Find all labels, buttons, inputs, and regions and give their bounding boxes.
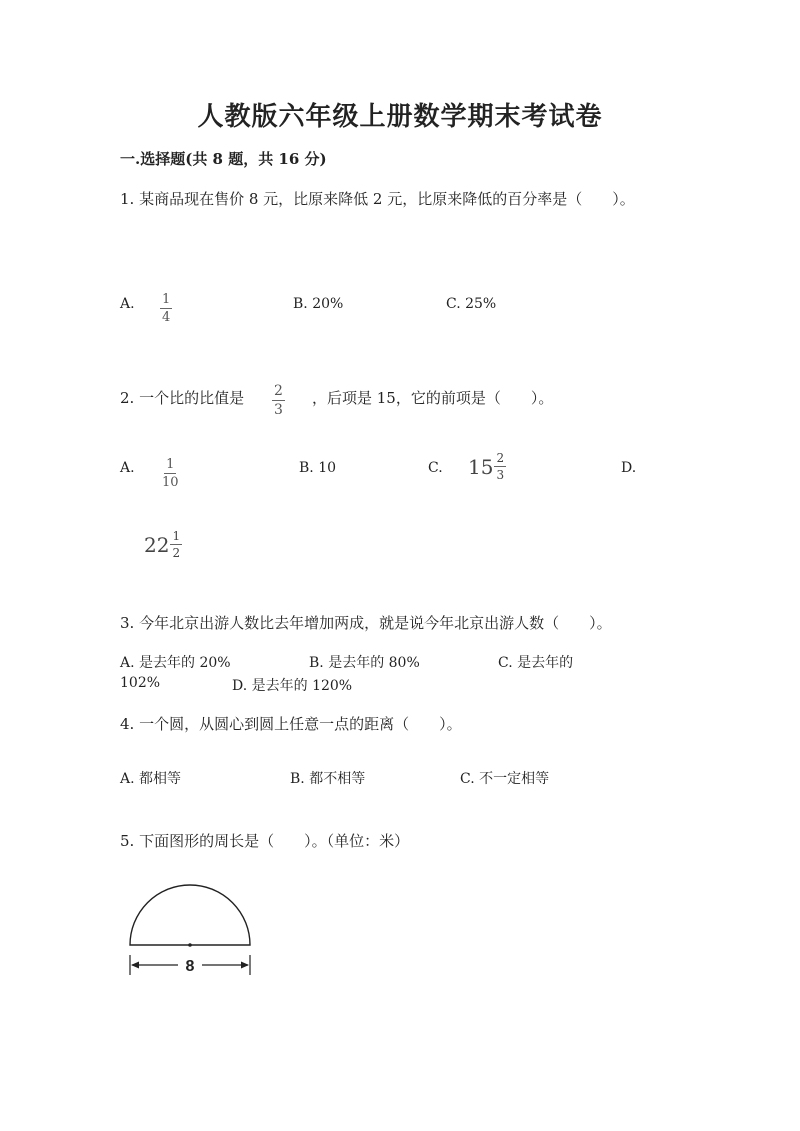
q3-option-d: D. 是去年的 120% [232,678,353,694]
center-point [188,943,192,947]
page-title: 人教版六年级上册数学期末考试卷 [197,102,603,132]
q3-option-c: C. 是去年的 [498,655,574,671]
question-2-text-after: ，后项是 15，它的前项是（ ）。 [312,389,554,407]
q4-option-c: C. 不一定相等 [460,771,550,787]
mixed-whole: 15 [468,454,494,479]
q2-option-d-label: D. [621,460,637,476]
question-1-text: 1. 某商品现在售价 8 元，比原来降低 2 元，比原来降低的百分率是（ ）。 [120,190,635,208]
q2-ratio-fraction [272,380,285,417]
q1-option-a-fraction [160,288,172,324]
q3-option-b: B. 是去年的 80% [309,655,420,671]
section-heading: 一.选择题(共 8 题，共 16 分) [120,150,327,168]
question-5-text: 5. 下面图形的周长是（ ）。（单位：米） [120,832,410,850]
q2-option-d-mixed-number [144,530,182,559]
q2-option-c-mixed-number [468,452,506,481]
q4-option-b: B. 都不相等 [290,771,366,787]
diameter-label: 8 [185,958,195,975]
q3-option-c-continued: 102% [120,675,161,691]
fraction-numerator: 2 [274,383,283,399]
fraction-denominator: 4 [162,310,171,325]
fraction-denominator: 10 [162,475,179,490]
semicircle-shape [130,885,250,945]
fraction-denominator: 2 [172,546,181,560]
q1-option-c: C. 25% [446,296,497,312]
question-4-text: 4. 一个圆，从圆心到圆上任意一点的距离（ ）。 [120,715,462,733]
question-3-text: 3. 今年北京出游人数比去年增加两成，就是说今年北京出游人数（ ）。 [120,614,612,632]
fraction-numerator: 1 [162,292,171,307]
q2-option-a-label: A. [120,460,135,476]
question-2-text-before: 2. 一个比的比值是 [120,389,245,407]
q1-option-b: B. 20% [293,296,344,312]
q3-option-a: A. 是去年的 20% [120,655,231,671]
q2-option-b: B. 10 [299,460,337,476]
fraction-numerator: 1 [166,457,175,472]
fraction-denominator: 3 [496,468,505,482]
fraction-numerator: 2 [496,451,505,465]
fraction-numerator: 1 [172,529,181,543]
arrow-right-icon [241,962,249,969]
q4-option-a: A. 都相等 [120,771,182,787]
mixed-whole: 22 [144,532,170,557]
q2-option-a-fraction [160,453,181,489]
fraction-denominator: 3 [274,402,283,418]
arrow-left-icon [131,962,139,969]
q2-option-c-label: C. [428,460,443,476]
q1-option-a-label: A. [120,296,135,312]
semicircle-figure [120,875,260,980]
